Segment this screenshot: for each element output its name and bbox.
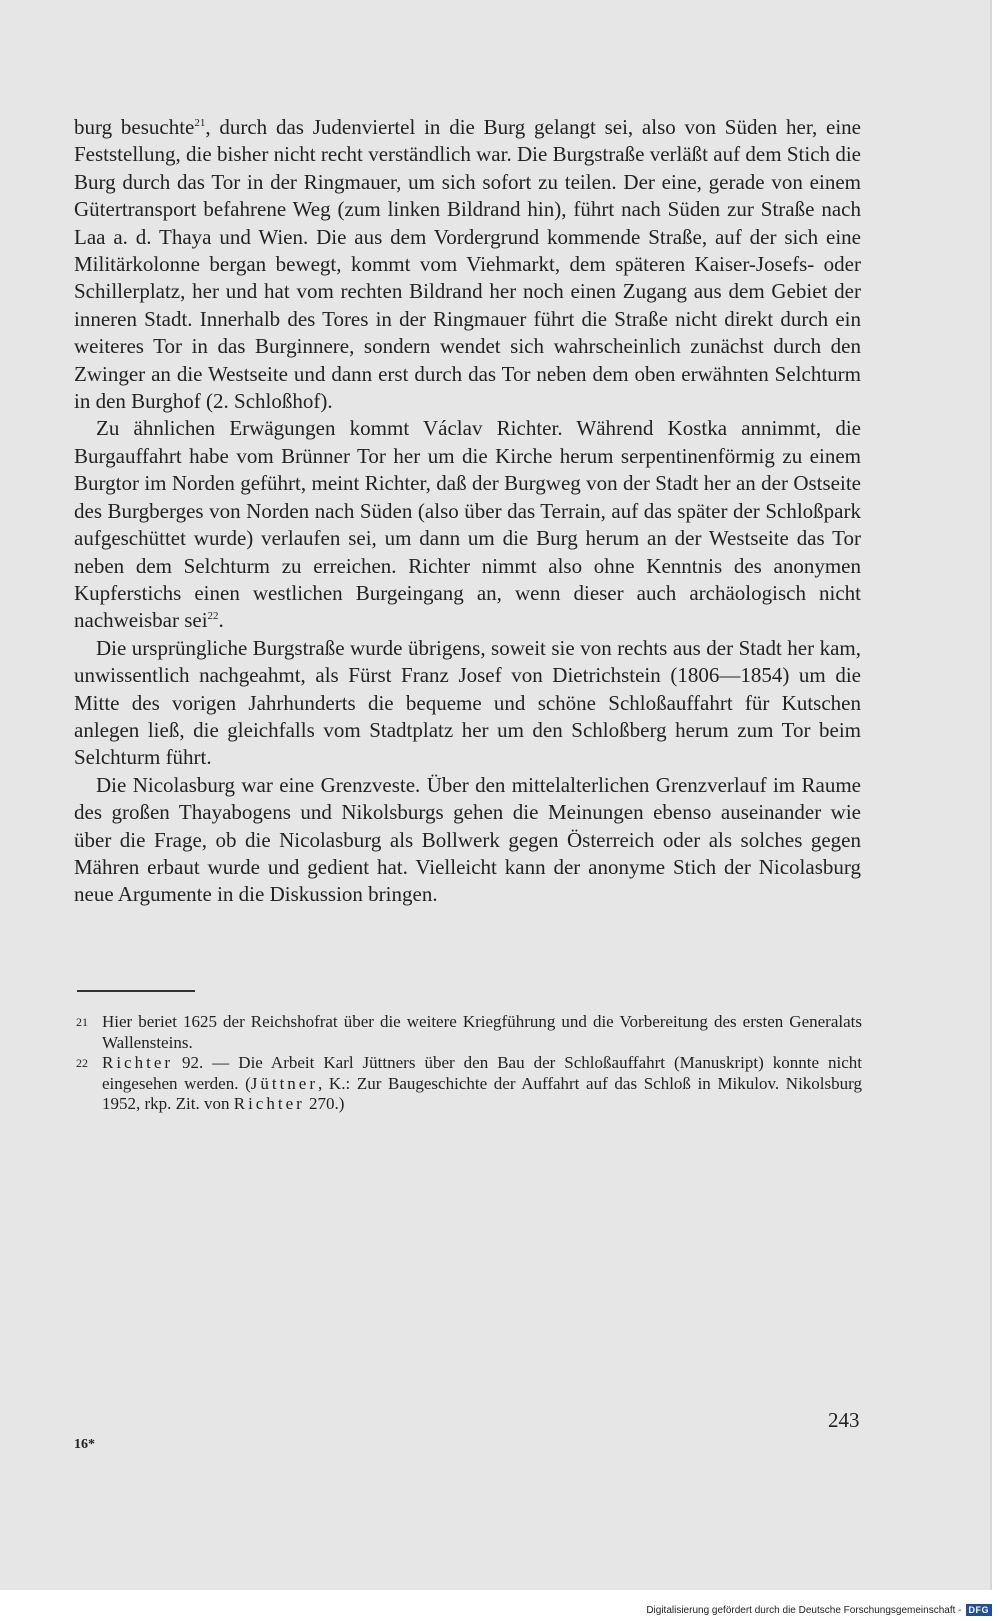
page-number: 243: [828, 1408, 860, 1432]
text-run: 270.): [304, 1094, 345, 1113]
text-run: 92. — Die Arbeit Karl Jüttners über den Bau der Schloßauffahrt (Manuskript) konnte nicht eingesehen werden. (: [102, 1053, 862, 1093]
footnote-reference: 22: [207, 610, 219, 623]
footnote-number: 22: [76, 1056, 88, 1070]
text-run: Zu ähnlichen Erwägungen kommt Václav Richter. Während Kostka annimmt, die Burgauffahrt habe vom Brünner Tor her um die Kirche herum serpentinenförmig zu einem Burgtor im Norden geführt, meint Richter, daß der Burgweg von der Stadt her an der Ostseite des Burgberges von Norden nach Süden (also über das Terrain, auf das später der Schloßpark aufgeschüttet wurde) verlaufen sei, um dann um die Burg herum an der Westseite das Tor neben dem Selchturm zu erreichen. Richter nimmt also ohne Kenntnis des anonymen Kupferstichs einen westlichen Burgeingang an, wenn dieser auch archäologisch nicht nachweisbar sei: [74, 416, 861, 633]
author-name: Richter: [102, 1053, 174, 1072]
text-run: , durch das Judenviertel in die Burg gelangt sei, also von Süden her, eine Feststellung, die bisher nicht recht verständlich war. Die Burgstraße verläßt auf dem Stich die Burg durch das Tor in der Ringmauer, um sich sofort zu teilen. Der eine, gerade von einem Gütertransport befahrene Weg (zum linken Bildrand hin), führt nach Süden zur Straße nach Laa a. d. Thaya und Wien. Die aus dem Vordergrund kommende Straße, auf der sich eine Militärkolonne bergan bewegt, kommt vom Viehmarkt, dem späteren Kaiser-Josefs- oder Schillerplatz, her und hat vom rechten Bildrand her noch einen Zugang aus dem Gebiet der inneren Stadt. Innerhalb des Tores in der Ringmauer führt die Straße nicht direkt durch ein weiteres Tor in das Burginnere, sondern wendet sich wahrscheinlich zunächst durch den Zwinger an die Westseite und dann erst durch das Tor neben dem oben erwähnten Selchturm in den Burghof (2. Schloßhof).: [74, 115, 861, 414]
paragraph: [74, 635, 861, 772]
dfg-logo: DFG: [966, 1604, 993, 1616]
footnote-rule: [77, 990, 195, 992]
footnote: [76, 1012, 862, 1053]
text-run: Hier beriet 1625 der Reichshofrat über die weitere Kriegführung und die Vorbereitung des ersten Generalats Wallensteins.: [102, 1012, 862, 1052]
text-run: Die Nicolasburg war eine Grenzveste. Über den mittelalterlichen Grenzverlauf im Raume des großen Thayabogens und Nikolsburgs gehen die Meinungen ebenso auseinander wie über die Frage, ob die Nicolasburg als Bollwerk gegen Österreich oder als solches gegen Mähren erbaut wurde und gedient hat. Vielleicht kann der anonyme Stich der Nicolasburg neue Argumente in die Diskussion bringen.: [74, 772, 861, 907]
banner-text: Digitalisierung gefördert durch die Deutsche Forschungsgemeinschaft -: [646, 1604, 962, 1616]
footnote-number: 21: [76, 1015, 88, 1029]
paragraph: [74, 114, 861, 415]
digitization-banner: [646, 1604, 992, 1616]
body-text: [74, 114, 861, 909]
footnote: [76, 1053, 862, 1115]
author-name: Richter: [233, 1094, 305, 1113]
paragraph: [74, 772, 861, 909]
signature-mark: 16*: [74, 1437, 95, 1452]
author-name: Jüttner: [250, 1073, 319, 1093]
footnotes: [76, 1012, 862, 1115]
text-run: burg besuchte: [74, 115, 195, 139]
text-run: .: [218, 608, 224, 633]
text-run: , K.: Zur Baugeschichte der Auffahrt auf das Schloß in Mikulov. Nikolsburg 1952, rkp. Zit. von: [102, 1073, 862, 1113]
text-run: Die ursprüngliche Burgstraße wurde übrigens, soweit sie von rechts aus der Stadt her kam, unwissentlich nachgeahmt, als Fürst Franz Josef von Dietrichstein (1806—1854) um die Mitte des vorigen Jahrhunderts die bequeme und schöne Schloßauffahrt für Kutschen anlegen ließ, die gleichfalls vom Stadtplatz her um den Schloßberg herum zum Tor beim Selchturm führt.: [74, 635, 861, 770]
footnote-reference: 21: [194, 117, 206, 129]
paragraph: [74, 415, 861, 634]
